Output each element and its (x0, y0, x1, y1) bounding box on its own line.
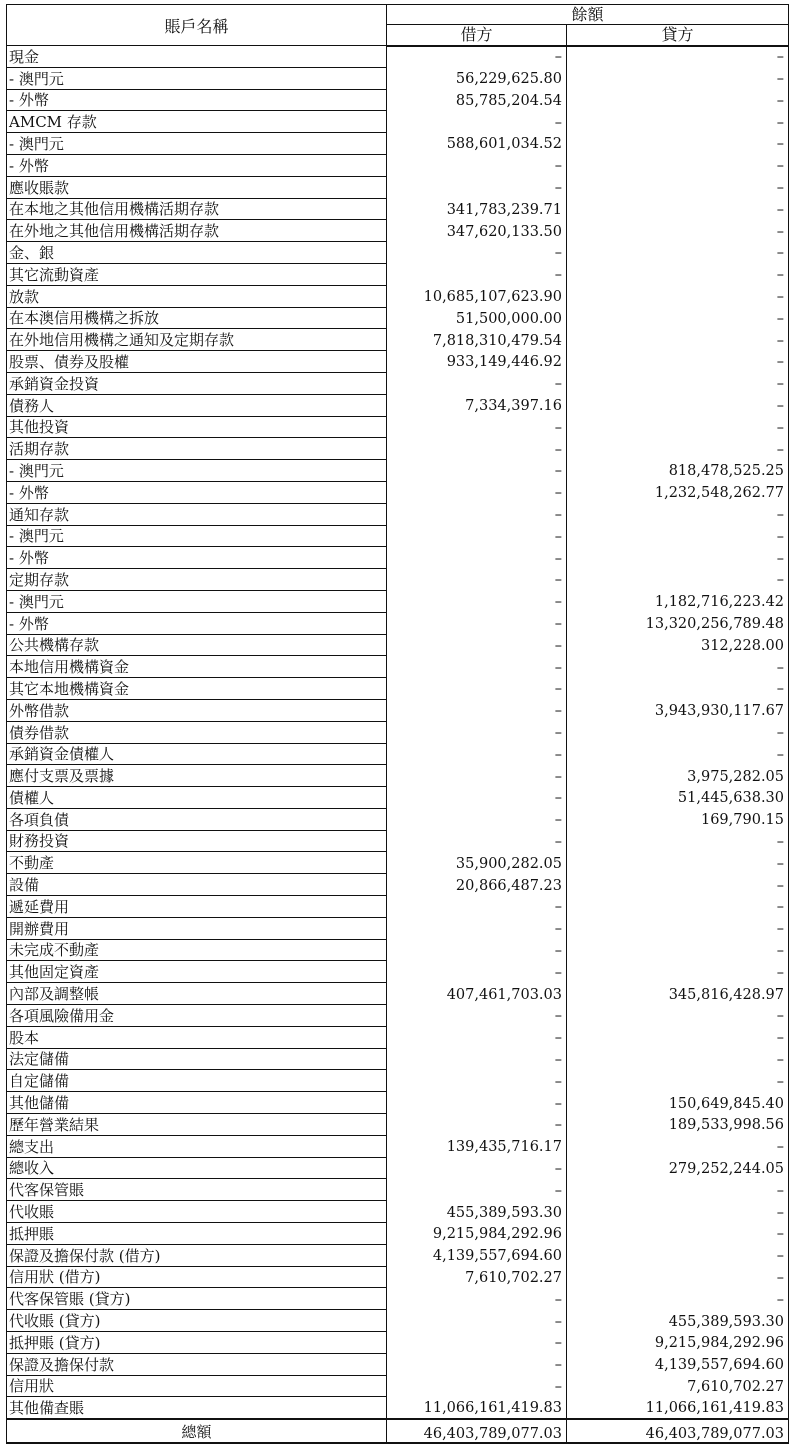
debit-cell: 35,900,282.05 (387, 852, 567, 874)
credit-cell: – (567, 939, 789, 961)
debit-cell: – (387, 416, 567, 438)
account-name-cell: 本地信用機構資金 (7, 656, 387, 678)
account-name-cell: - 澳門元 (7, 525, 387, 547)
credit-cell: – (567, 176, 789, 198)
debit-cell: 407,461,703.03 (387, 983, 567, 1005)
table-row (7, 1375, 789, 1397)
account-name-cell: - 澳門元 (7, 67, 387, 89)
credit-cell: – (567, 67, 789, 89)
table-row (7, 896, 789, 918)
table-row (7, 1114, 789, 1136)
table-row (7, 852, 789, 874)
account-name-cell: 保證及擔保付款 (7, 1353, 387, 1375)
credit-cell: 279,252,244.05 (567, 1157, 789, 1179)
table-row (7, 285, 789, 307)
credit-cell: 7,610,702.27 (567, 1375, 789, 1397)
table-row (7, 1092, 789, 1114)
table-row (7, 416, 789, 438)
table-row (7, 1135, 789, 1157)
debit-cell: – (387, 46, 567, 68)
account-name-cell: 應收賬款 (7, 176, 387, 198)
debit-header: 借方 (387, 25, 567, 46)
debit-cell: 455,389,593.30 (387, 1201, 567, 1223)
credit-cell: – (567, 874, 789, 896)
credit-cell: – (567, 896, 789, 918)
debit-cell: 56,229,625.80 (387, 67, 567, 89)
account-name-cell: 未完成不動產 (7, 939, 387, 961)
account-name-cell: 股票、債券及股權 (7, 351, 387, 373)
account-name-cell: 債權人 (7, 787, 387, 809)
credit-cell: – (567, 678, 789, 700)
credit-cell: – (567, 1288, 789, 1310)
debit-cell: – (387, 961, 567, 983)
table-row (7, 263, 789, 285)
credit-cell: – (567, 133, 789, 155)
debit-cell: – (387, 1048, 567, 1070)
debit-cell: 347,620,133.50 (387, 220, 567, 242)
account-name-cell: AMCM 存款 (7, 111, 387, 133)
credit-cell: – (567, 263, 789, 285)
credit-cell: – (567, 154, 789, 176)
credit-cell: – (567, 89, 789, 111)
credit-cell: 169,790.15 (567, 808, 789, 830)
debit-cell: – (387, 1353, 567, 1375)
table-row (7, 1157, 789, 1179)
debit-cell: – (387, 1310, 567, 1332)
account-name-cell: - 外幣 (7, 89, 387, 111)
debit-cell: – (387, 547, 567, 569)
debit-cell: 341,783,239.71 (387, 198, 567, 220)
table-row (7, 1310, 789, 1332)
debit-cell: – (387, 460, 567, 482)
debit-cell: – (387, 263, 567, 285)
debit-cell: – (387, 1332, 567, 1354)
debit-cell: 588,601,034.52 (387, 133, 567, 155)
debit-cell: – (387, 503, 567, 525)
table-row (7, 46, 789, 68)
credit-cell: – (567, 220, 789, 242)
account-name-cell: - 外幣 (7, 547, 387, 569)
credit-cell: – (567, 438, 789, 460)
credit-cell: – (567, 46, 789, 68)
debit-cell: 85,785,204.54 (387, 89, 567, 111)
account-name-cell: 開辦費用 (7, 917, 387, 939)
account-name-cell: - 外幣 (7, 154, 387, 176)
credit-cell: 818,478,525.25 (567, 460, 789, 482)
account-name-cell: 股本 (7, 1026, 387, 1048)
table-row (7, 547, 789, 569)
account-name-cell: - 外幣 (7, 612, 387, 634)
account-name-cell: 應付支票及票據 (7, 765, 387, 787)
debit-cell: 11,066,161,419.83 (387, 1397, 567, 1419)
table-row (7, 154, 789, 176)
credit-cell: – (567, 1266, 789, 1288)
table-row (7, 525, 789, 547)
account-name-header: 賬戶名稱 (7, 5, 387, 46)
debit-cell: – (387, 154, 567, 176)
credit-cell: 455,389,593.30 (567, 1310, 789, 1332)
table-row (7, 307, 789, 329)
table-row (7, 133, 789, 155)
account-name-cell: 通知存款 (7, 503, 387, 525)
table-row (7, 765, 789, 787)
table-body (7, 46, 789, 1420)
debit-cell: – (387, 569, 567, 591)
account-name-cell: 信用狀 (7, 1375, 387, 1397)
credit-cell: – (567, 416, 789, 438)
credit-cell: 11,066,161,419.83 (567, 1397, 789, 1419)
credit-cell: – (567, 830, 789, 852)
debit-cell: – (387, 721, 567, 743)
debit-cell: – (387, 111, 567, 133)
credit-cell: 312,228.00 (567, 634, 789, 656)
debit-cell: – (387, 787, 567, 809)
debit-cell: – (387, 1114, 567, 1136)
debit-cell: – (387, 830, 567, 852)
credit-cell: – (567, 1026, 789, 1048)
account-name-cell: 各項負債 (7, 808, 387, 830)
credit-cell: – (567, 351, 789, 373)
account-name-cell: - 澳門元 (7, 133, 387, 155)
account-name-cell: 放款 (7, 285, 387, 307)
table-row (7, 372, 789, 394)
debit-cell: – (387, 372, 567, 394)
table-row (7, 503, 789, 525)
credit-cell: 4,139,557,694.60 (567, 1353, 789, 1375)
table-row (7, 612, 789, 634)
account-name-cell: 在外地之其他信用機構活期存款 (7, 220, 387, 242)
table-row (7, 111, 789, 133)
table-row (7, 743, 789, 765)
account-name-cell: 其他固定資產 (7, 961, 387, 983)
account-name-cell: 金、銀 (7, 242, 387, 264)
credit-cell: – (567, 547, 789, 569)
balance-header: 餘額 (387, 5, 789, 25)
debit-cell: – (387, 176, 567, 198)
account-name-cell: 在本澳信用機構之拆放 (7, 307, 387, 329)
credit-cell: – (567, 198, 789, 220)
debit-cell: 7,334,397.16 (387, 394, 567, 416)
debit-cell: – (387, 242, 567, 264)
table-row (7, 917, 789, 939)
table-row (7, 1266, 789, 1288)
table-row (7, 874, 789, 896)
table-row (7, 220, 789, 242)
debit-cell: 4,139,557,694.60 (387, 1244, 567, 1266)
credit-cell: – (567, 569, 789, 591)
account-name-cell: 遞延費用 (7, 896, 387, 918)
account-name-cell: 抵押賬 (貸方) (7, 1332, 387, 1354)
total-debit: 46,403,789,077.03 (387, 1419, 567, 1443)
table-row (7, 1201, 789, 1223)
table-row (7, 590, 789, 612)
credit-cell: – (567, 285, 789, 307)
account-name-cell: 總收入 (7, 1157, 387, 1179)
table-row (7, 438, 789, 460)
credit-cell: – (567, 242, 789, 264)
table-row (7, 1288, 789, 1310)
debit-cell: – (387, 438, 567, 460)
debit-cell: 9,215,984,292.96 (387, 1223, 567, 1245)
debit-cell: – (387, 634, 567, 656)
credit-cell: 9,215,984,292.96 (567, 1332, 789, 1354)
credit-cell: – (567, 1005, 789, 1027)
account-name-cell: 代收賬 (貸方) (7, 1310, 387, 1332)
table-row (7, 678, 789, 700)
credit-cell: 1,182,716,223.42 (567, 590, 789, 612)
table-row (7, 1332, 789, 1354)
credit-cell: – (567, 1135, 789, 1157)
table-row (7, 198, 789, 220)
account-name-cell: 其他儲備 (7, 1092, 387, 1114)
debit-cell: – (387, 1179, 567, 1201)
table-row (7, 721, 789, 743)
credit-cell: – (567, 961, 789, 983)
credit-header: 貸方 (567, 25, 789, 46)
account-name-cell: 在外地信用機構之通知及定期存款 (7, 329, 387, 351)
credit-cell: 1,232,548,262.77 (567, 481, 789, 503)
credit-cell: 3,943,930,117.67 (567, 699, 789, 721)
credit-cell: – (567, 852, 789, 874)
table-row (7, 460, 789, 482)
total-label: 總額 (7, 1419, 387, 1443)
debit-cell: – (387, 1026, 567, 1048)
table-row (7, 656, 789, 678)
account-name-cell: - 澳門元 (7, 460, 387, 482)
debit-cell: 10,685,107,623.90 (387, 285, 567, 307)
account-name-cell: 代收賬 (7, 1201, 387, 1223)
debit-cell: – (387, 896, 567, 918)
account-name-cell: 各項風險備用金 (7, 1005, 387, 1027)
debit-cell: – (387, 525, 567, 547)
account-name-cell: 不動產 (7, 852, 387, 874)
credit-cell: – (567, 1048, 789, 1070)
total-row (7, 1419, 789, 1443)
debit-cell: 20,866,487.23 (387, 874, 567, 896)
credit-cell: – (567, 307, 789, 329)
debit-cell: – (387, 678, 567, 700)
table-row (7, 1397, 789, 1419)
credit-cell: – (567, 743, 789, 765)
debit-cell: – (387, 743, 567, 765)
table-row (7, 176, 789, 198)
debit-cell: 139,435,716.17 (387, 1135, 567, 1157)
credit-cell: – (567, 503, 789, 525)
account-name-cell: 其它流動資產 (7, 263, 387, 285)
table-row (7, 89, 789, 111)
account-name-cell: 活期存款 (7, 438, 387, 460)
account-name-cell: 外幣借款 (7, 699, 387, 721)
debit-cell: – (387, 699, 567, 721)
credit-cell: – (567, 1201, 789, 1223)
account-name-cell: 設備 (7, 874, 387, 896)
account-name-cell: 法定儲備 (7, 1048, 387, 1070)
table-row (7, 1005, 789, 1027)
table-row (7, 1048, 789, 1070)
table-row (7, 1179, 789, 1201)
account-name-cell: 保證及擔保付款 (借方) (7, 1244, 387, 1266)
debit-cell: – (387, 808, 567, 830)
table-row (7, 1026, 789, 1048)
account-name-cell: 公共機構存款 (7, 634, 387, 656)
debit-cell: – (387, 656, 567, 678)
account-name-cell: 自定儲備 (7, 1070, 387, 1092)
debit-cell: 51,500,000.00 (387, 307, 567, 329)
debit-cell: 7,818,310,479.54 (387, 329, 567, 351)
credit-cell: – (567, 917, 789, 939)
account-name-cell: 其他備查賬 (7, 1397, 387, 1419)
debit-cell: – (387, 1070, 567, 1092)
credit-cell: – (567, 1179, 789, 1201)
account-name-cell: 信用狀 (借方) (7, 1266, 387, 1288)
debit-cell: – (387, 612, 567, 634)
account-name-cell: 代客保管賬 (貸方) (7, 1288, 387, 1310)
credit-cell: – (567, 525, 789, 547)
table-row (7, 329, 789, 351)
debit-cell: – (387, 590, 567, 612)
debit-cell: – (387, 1005, 567, 1027)
credit-cell: 189,533,998.56 (567, 1114, 789, 1136)
debit-cell: – (387, 481, 567, 503)
account-name-cell: 總支出 (7, 1135, 387, 1157)
credit-cell: 51,445,638.30 (567, 787, 789, 809)
table-footer (7, 1419, 789, 1443)
table-row (7, 1223, 789, 1245)
debit-cell: – (387, 765, 567, 787)
credit-cell: – (567, 372, 789, 394)
debit-cell: 7,610,702.27 (387, 1266, 567, 1288)
debit-cell: – (387, 1157, 567, 1179)
table-row (7, 67, 789, 89)
total-credit: 46,403,789,077.03 (567, 1419, 789, 1443)
table-row (7, 830, 789, 852)
account-name-cell: 抵押賬 (7, 1223, 387, 1245)
account-name-cell: 定期存款 (7, 569, 387, 591)
account-name-cell: 債務人 (7, 394, 387, 416)
account-name-cell: 代客保管賬 (7, 1179, 387, 1201)
account-name-cell: 歷年營業結果 (7, 1114, 387, 1136)
account-name-cell: - 澳門元 (7, 590, 387, 612)
account-name-cell: 現金 (7, 46, 387, 68)
table-row (7, 1353, 789, 1375)
debit-cell: – (387, 1375, 567, 1397)
table-row (7, 569, 789, 591)
credit-cell: – (567, 1070, 789, 1092)
balance-table (6, 4, 789, 1444)
table-row (7, 808, 789, 830)
account-name-cell: - 外幣 (7, 481, 387, 503)
account-name-cell: 財務投資 (7, 830, 387, 852)
table-row (7, 351, 789, 373)
account-name-cell: 在本地之其他信用機構活期存款 (7, 198, 387, 220)
debit-cell: – (387, 939, 567, 961)
account-name-cell: 債券借款 (7, 721, 387, 743)
account-name-cell: 其它本地機構資金 (7, 678, 387, 700)
table-row (7, 1070, 789, 1092)
table-row (7, 787, 789, 809)
account-name-cell: 內部及調整帳 (7, 983, 387, 1005)
credit-cell: – (567, 394, 789, 416)
table-row (7, 634, 789, 656)
table-row (7, 961, 789, 983)
credit-cell: – (567, 329, 789, 351)
account-name-cell: 承銷資金投資 (7, 372, 387, 394)
credit-cell: 345,816,428.97 (567, 983, 789, 1005)
table-row (7, 699, 789, 721)
debit-cell: – (387, 1092, 567, 1114)
credit-cell: – (567, 1244, 789, 1266)
table-header (7, 5, 789, 46)
table-row (7, 983, 789, 1005)
credit-cell: – (567, 1223, 789, 1245)
balance-sheet (6, 4, 788, 1444)
credit-cell: – (567, 656, 789, 678)
table-row (7, 242, 789, 264)
table-row (7, 1244, 789, 1266)
debit-cell: – (387, 1288, 567, 1310)
table-row (7, 939, 789, 961)
debit-cell: 933,149,446.92 (387, 351, 567, 373)
credit-cell: 13,320,256,789.48 (567, 612, 789, 634)
debit-cell: – (387, 917, 567, 939)
table-row (7, 481, 789, 503)
credit-cell: – (567, 721, 789, 743)
credit-cell: – (567, 111, 789, 133)
table-row (7, 394, 789, 416)
account-name-cell: 承銷資金債權人 (7, 743, 387, 765)
account-name-cell: 其他投資 (7, 416, 387, 438)
credit-cell: 3,975,282.05 (567, 765, 789, 787)
credit-cell: 150,649,845.40 (567, 1092, 789, 1114)
